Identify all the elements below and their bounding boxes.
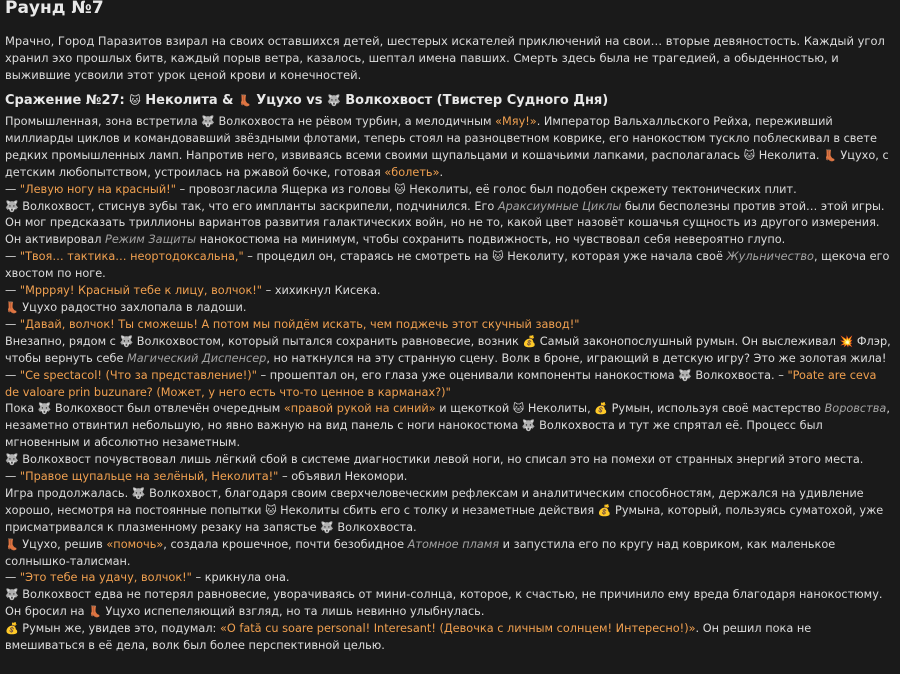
cat-face-icon: 🐱: [394, 182, 406, 196]
story-paragraph: [5, 283, 894, 300]
quote: "Это тебе на удачу, волчок!": [19, 571, 192, 585]
story-paragraph: [5, 469, 894, 486]
term: Жульничество: [726, 250, 814, 264]
text: – крикнула она.: [191, 571, 290, 585]
text: Флэр, чтобы вернуть себе: [5, 334, 891, 365]
cat-face-icon: 🐱: [512, 402, 525, 416]
red-boot-icon: 👢: [88, 605, 102, 619]
text: , создала крошечное, почти безобидное: [163, 537, 408, 551]
wolf-icon: 🐺: [678, 368, 692, 382]
fighter-2: Уцухо: [256, 93, 302, 108]
text: , но наткнулся на эту странную сцену. Волк в броне, играющий в детскую игру? Это же золотая жила!: [266, 351, 887, 365]
text: Волкохвоста не рёвом турбин, а мелодичным: [218, 115, 496, 128]
text: Волкохвоста.: [337, 520, 417, 534]
text: —: [5, 284, 20, 298]
red-boot-icon: 👢: [238, 94, 252, 107]
wolf-icon: 🐺: [131, 486, 146, 500]
text: Волкохвост почувствовал лишь лёгкий сбой в системе диагностики левой ноги, но списал это на помехи от странных энергий этого места.: [22, 453, 864, 467]
money-bag-icon: 💰: [597, 503, 612, 517]
wolf-icon: 🐺: [201, 115, 215, 128]
text: Уцухо, с детским любопытством, устроилась на ржавой бочке, готовая: [5, 148, 889, 179]
quote: "Poate are ceva de valoare prin buzunare? (Может, у него есть что-то ценное в карманах?)": [5, 368, 877, 399]
battle-story: [5, 114, 894, 655]
vs: vs: [301, 93, 327, 108]
text: Волкохвоста. –: [695, 368, 788, 382]
text: , незаметно отвинтил небольшую, но явно важную на вид панель с ноги нанокостюма: [5, 402, 890, 433]
battle-prefix: Сражение №27:: [5, 93, 130, 108]
text: Внезапно, рядом с: [5, 334, 120, 348]
quote: "Правое щупальце на зелёный, Неколита!": [19, 470, 279, 484]
text: Румына, который, пользуясь суматохой, уже присматривался к плазменному резаку на запястье: [5, 503, 884, 534]
text: Игра продолжалась.: [5, 486, 132, 500]
quote: «правой рукой на синий»: [283, 402, 436, 416]
text: Уцухо испепеляющий взгляд, но та лишь невинно улыбнулась.: [105, 605, 485, 619]
fighter-3: Волкохвост (Твистер Судного Дня): [345, 93, 609, 108]
red-boot-icon: 👢: [5, 300, 19, 314]
story-paragraph: [5, 401, 894, 452]
text: —: [5, 571, 20, 585]
wolf-icon: 🐺: [327, 94, 341, 107]
text: Волкохвоста и тут же спрятал её. Процесс был мгновенным и абсолютно незаметным.: [5, 419, 823, 450]
text: —: [5, 317, 20, 331]
story-paragraph: [5, 452, 894, 469]
quote: «Мяу!»: [495, 115, 537, 128]
story-paragraph: [5, 317, 894, 334]
round-title: Раунд №7: [5, 0, 104, 18]
text: – прошептал он, его глаза уже оценивали компоненты нанокостюма: [256, 368, 679, 382]
text: .: [439, 165, 444, 179]
story-paragraph: [5, 537, 894, 571]
quote: "Давай, волчок! Ты сможешь! А потом мы пойдём искать, чем поджечь этот скучный завод!": [19, 317, 580, 331]
battle-heading: [5, 89, 894, 113]
text: Неколиту, которая уже начала своё: [507, 250, 727, 264]
story-paragraph: [5, 182, 894, 199]
text: Неколиты сбить его с толку и незаметные действия: [280, 503, 598, 517]
text: Промышленная, зона встретила: [5, 115, 202, 128]
story-paragraph: [5, 486, 894, 537]
text: Волкохвост, стиснув зубы так, что его импланты заскрипели, подчинился. Его: [22, 199, 498, 213]
text: – объявил Некомори.: [278, 470, 408, 484]
quote: «O fată cu soare personal! Interesant! (Девочка с личным солнцем! Интересно!)»: [219, 622, 696, 636]
text: Уцухо, решив: [22, 537, 107, 551]
text: Пока: [5, 402, 38, 416]
cat-face-icon: 🐱: [492, 250, 504, 264]
wolf-icon: 🐺: [320, 520, 334, 534]
quote: "Левую ногу на красный!": [19, 182, 176, 196]
wolf-icon: 🐺: [5, 453, 19, 467]
quote: "Твоя… тактика… неортодоксальна,": [19, 250, 244, 264]
text: Волкохвост был отвлечён очередным: [55, 402, 284, 416]
story-paragraph: [5, 368, 894, 402]
text: —: [5, 470, 20, 484]
cat-face-icon: 🐱: [265, 503, 277, 517]
term: Араксиумные Циклы: [497, 199, 622, 213]
wolf-icon: 🐺: [5, 588, 19, 602]
story-paragraph: [5, 114, 894, 182]
quote: "Мррряу! Красный тебе к лицу, волчок!": [19, 284, 263, 298]
text: и щекоткой: [435, 402, 513, 416]
text: . Он решил пока не вмешиваться в её дела, волк был более перспективной целью.: [5, 622, 812, 653]
term: Воровства: [824, 402, 887, 416]
text: , щекоча его хвостом по ноге.: [5, 250, 890, 281]
text: —: [5, 250, 20, 264]
cat-face-icon: 🐱: [743, 148, 756, 162]
fighter-1: Неколита: [145, 93, 218, 108]
text: Неколита.: [758, 148, 824, 162]
text: – процедил он, стараясь не смотреть на: [243, 250, 493, 264]
story-paragraph: [5, 621, 894, 655]
money-bag-icon: 💰: [522, 334, 537, 348]
money-bag-icon: 💰: [5, 622, 19, 636]
text: Неколиты, её голос был подобен скрежету тектонических плит.: [409, 182, 797, 196]
wolf-icon: 🐺: [119, 334, 134, 348]
text: Волкохвост едва не потерял равновесие, уворачиваясь от мини-солнца, которое, к счастью, не причинило ему вреда благодаря нанокостюму. Он бросил на: [5, 588, 883, 619]
quote: «болеть»: [384, 165, 440, 179]
text: нанокостюма на минимум, чтобы сохранить подвижность, но чувствовал себя невероятно глупо.: [196, 233, 786, 247]
story-paragraph: [5, 199, 894, 250]
red-boot-icon: 👢: [823, 148, 837, 162]
text: Уцухо радостно захлопала в ладоши.: [22, 300, 247, 314]
spark-icon: 💥: [839, 334, 854, 348]
money-bag-icon: 💰: [594, 402, 608, 416]
text: . Император Вальхалльского Рейха, переживший миллиарды циклов и командовавший звёздными флотами, теперь стоял на разноцветном коврике, его нанокостюм тускло поблескивал в свете редких промышленных ламп. Напротив него, извиваясь всеми своими щупальцами и кошачьими лапками, располагалась: [5, 115, 877, 162]
amp: &: [217, 93, 239, 108]
story-paragraph: [5, 334, 894, 368]
text: были бесполезны против этой… этой игры. Он мог предсказать триллионы вариантов развития галактических войн, но не то, какой цвет назовёт кошачья сущность из другого измерения. Он активировал: [5, 199, 885, 247]
term: Режим Защиты: [105, 233, 197, 247]
text: Неколиты,: [527, 402, 595, 416]
text: —: [5, 368, 20, 382]
story-paragraph: [5, 570, 894, 587]
text: и запустила его по кругу над ковриком, как маленькое солнышко-талисман.: [5, 537, 836, 568]
story-paragraph: [5, 249, 894, 283]
text: —: [5, 182, 20, 196]
text: – хихикнул Кисека.: [262, 284, 381, 298]
wolf-icon: 🐺: [521, 419, 536, 433]
text: Волкохвост, благодаря своим сверхчеловеческим рефлексам и аналитическим способностям, держался на удивление хорошо, несмотря на постоянные попытки: [5, 486, 864, 517]
round-intro: Мрачно, Город Паразитов взирал на своих оставшихся детей, шестерых искателей приключений на свои… вторые девяностость. Каждый угол хранил эхо прошлых битв, каждый порыв ветра, казалось, шептал имена павших. Смерть здесь была не трагедией, а обыденностью, и выжившие усвоили этот урок ценой крови и конечностей.: [5, 34, 885, 82]
quote: «помочь»: [106, 537, 164, 551]
wolf-icon: 🐺: [37, 402, 52, 416]
text: Самый законопослушный румын. Он выслеживал: [539, 334, 840, 348]
story-paragraph: [5, 300, 894, 317]
term: Атомное пламя: [407, 537, 500, 551]
quote: "Ce spectacol! (Что за представление!)": [19, 368, 257, 382]
term: Магический Диспенсер: [127, 351, 267, 365]
text: – провозгласила Ящерка из головы: [175, 182, 395, 196]
cat-face-icon: 🐱: [129, 94, 141, 107]
story-paragraph: [5, 587, 894, 621]
red-boot-icon: 👢: [5, 537, 19, 551]
text: Румын, используя своё мастерство: [611, 402, 825, 416]
text: Волкохвостом, который пытался сохранить равновесие, возник: [136, 334, 523, 348]
text: Румын же, увидев это, подумал:: [22, 622, 220, 636]
wolf-icon: 🐺: [5, 199, 19, 213]
